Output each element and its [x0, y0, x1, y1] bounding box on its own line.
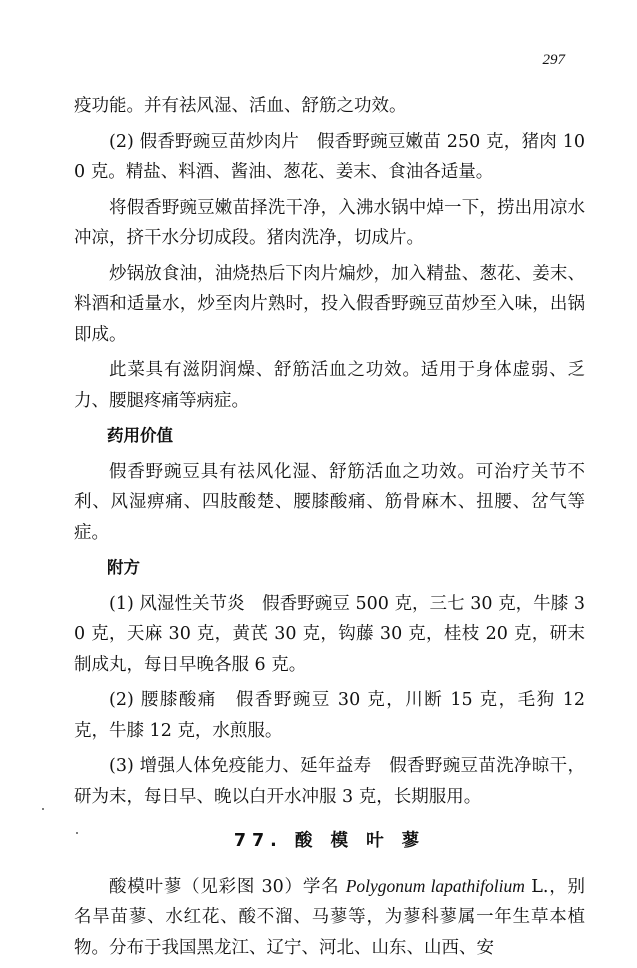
- intro-text-continued: L.，别名旱苗蓼、水红花、酸不溜、马蓼等，为蓼科蓼属一年生草本植物。分布于我国黑龙江、辽宁、河北、山东、山西、安: [74, 876, 585, 958]
- paragraph: [74, 871, 585, 964]
- page-number: 297: [542, 52, 565, 68]
- scan-speck: [42, 808, 44, 810]
- latin-name: Polygonum lapathifolium: [345, 875, 525, 896]
- prescription-item: (1) 风湿性关节炎 假香野豌豆 500 克，三七 30 克，牛膝 30 克，天麻 30 克，黄芪 30 克，钩藤 30 克，桂枝 20 克，研末制成丸，每日早晚各服 6 克。: [74, 593, 585, 675]
- prescription-item: (3) 增强人体免疫能力、延年益寿 假香野豌豆苗洗净晾干，研为末，每日早、晚以白开水冲服 3 克，长期服用。: [74, 756, 585, 807]
- subheading-prescriptions: 附方: [107, 558, 140, 577]
- subheading-medicinal-value: 药用价值: [107, 426, 173, 445]
- paragraph: 此菜具有滋阴润燥、舒筋活血之功效。适用于身体虚弱、乏力、腰腿疼痛等病症。: [74, 360, 585, 411]
- paragraph: 假香野豌豆具有祛风化湿、舒筋活血之功效。可治疗关节不利、风湿痹痛、四肢酸楚、腰膝酸痛、筋骨麻木、扭腰、岔气等症。: [74, 461, 585, 543]
- paragraph: 将假香野豌豆嫩苗择洗干净，入沸水锅中焯一下，捞出用凉水冲凉，挤干水分切成段。猪肉洗净，切成片。: [74, 197, 585, 248]
- scan-speck: [76, 832, 78, 834]
- intro-text: 酸模叶蓼（见彩图 30）学名: [109, 876, 340, 897]
- section-title: 77. 酸 模 叶 蓼: [233, 831, 426, 851]
- recipe-heading-paragraph: (2) 假香野豌豆苗炒肉片 假香野豌豆嫩苗 250 克，猪肉 100 克。精盐、料酒、酱油、葱花、姜末、食油各适量。: [74, 131, 585, 182]
- prescription-item: (2) 腰膝酸痛 假香野豌豆 30 克，川断 15 克，毛狗 12 克，牛膝 12 克，水煎服。: [74, 690, 585, 741]
- paragraph: 炒锅放食油，油烧热后下肉片煸炒，加入精盐、葱花、姜末、料酒和适量水，炒至肉片熟时，投入假香野豌豆苗炒至入味，出锅即成。: [74, 263, 585, 345]
- paragraph: 疫功能。并有祛风湿、活血、舒筋之功效。: [74, 96, 407, 116]
- page-body: [74, 91, 585, 968]
